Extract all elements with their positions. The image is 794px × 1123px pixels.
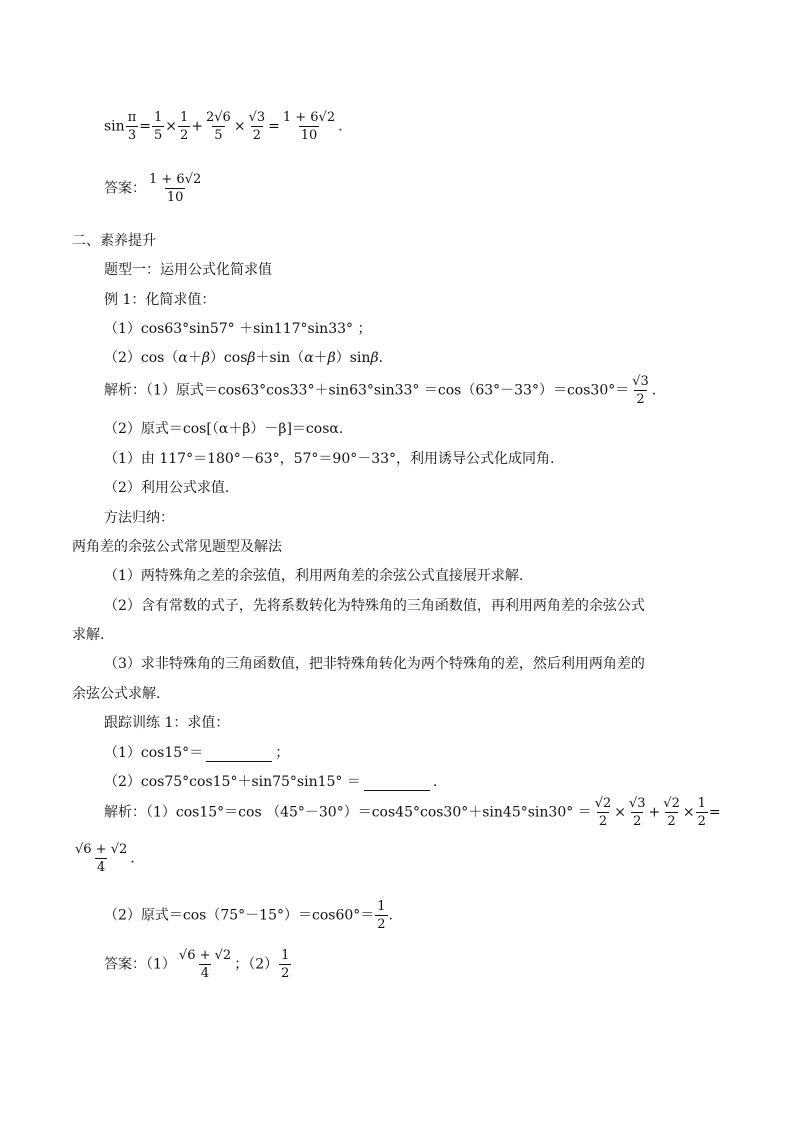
answer2-fraction-1: $\frac{√6 + √2}{4}$: [178, 948, 232, 981]
hint-line-1: （1）由 117°＝180°－63°，57°＝90°－33°，利用诱导公式化成同角.: [104, 451, 555, 467]
sin-text: sin: [104, 118, 125, 135]
frac-root2-2: $\frac{√2}{2}$: [594, 796, 612, 829]
method-item-3b: 余弦公式求解.: [72, 686, 161, 702]
solution-line-2: （2）原式＝cos[（α＋β）－β]＝cosα.: [104, 421, 344, 437]
example-question-1: （1）cos63°sin57° ＋sin117°sin33° ；: [104, 321, 372, 337]
answer2-fraction-2: $\frac{1}{2}$: [281, 948, 290, 981]
track-solution-line-2: （2）原式＝cos（75°－15°）＝cos60°＝ $\frac{1}{2}$ .: [104, 899, 393, 932]
type-heading: 题型一：运用公式化简求值: [104, 262, 272, 278]
method-item-1: （1）两特殊角之差的余弦值，利用两角差的余弦公式直接展开求解.: [104, 568, 524, 584]
track-question-1: （1）cos15°＝ ；: [104, 745, 290, 761]
method-item-2a: （2）含有常数的式子，先将系数转化为特殊角的三角函数值，再利用两角差的余弦公式: [104, 598, 645, 614]
method-title: 方法归纳：: [104, 510, 174, 526]
frac-1-2b: $\frac{1}{2}$: [697, 796, 706, 829]
method-heading: 两角差的余弦公式常见题型及解法: [72, 539, 282, 555]
frac-root3-over-2: $\frac{√3}{2}$: [632, 374, 649, 407]
frac-1-2c: $\frac{1}{2}$: [377, 899, 386, 932]
formula-line-top: sin $\frac{\pi}{3}$ = $\frac{1}{5}$ × $\frac{1}{2}$ + $\frac{2√6}{5}$ × $\frac{√3}{2}$ = $\frac{1 + 6√2}{10}$ .: [104, 110, 343, 143]
solution-line-1: 解析：（1）原式＝cos63°cos33°＋sin63°sin33° ＝cos（63°－33°）＝cos30°＝ $\frac{√3}{2}$ .: [104, 374, 657, 407]
frac-root3-2: $\frac{√3}{2}$: [248, 110, 266, 143]
track-solution-line-1: 解析：（1）cos15°＝cos （45°－30°）＝cos45°cos30°＋sin45°sin30° ＝ $\frac{√2}{2}$ × $\frac{√3}{2}$ + $\frac{√2}{2}$ × $\frac{1}{2}$ =: [104, 796, 721, 829]
frac-root2-2b: $\frac{√2}{2}$: [663, 796, 680, 829]
frac-root6-root2-4: $\frac{√6 + √2}{4}$: [75, 842, 128, 875]
answer-line-1: [104, 172, 204, 205]
section-heading: 二、素养提升: [72, 233, 156, 249]
frac-result: $\frac{1 + 6√2}{10}$: [282, 110, 336, 143]
answer-label: 答案：: [104, 180, 146, 197]
method-item-3a: （3）求非特殊角的三角函数值，把非特殊角转化为两个特殊角的差，然后利用两角差的: [104, 656, 645, 672]
track-question-2: （2）cos75°cos15°＋sin75°sin15° ＝ .: [104, 774, 438, 790]
frac-1-5: $\frac{1}{5}$: [153, 110, 163, 143]
hint-line-2: （2）利用公式求值.: [104, 480, 230, 496]
example-heading: 例 1：化简求值：: [104, 292, 216, 308]
track-solution-result: $\frac{√6 + √2}{4}$ .: [75, 842, 135, 875]
answer-line-2: 答案：（1） $\frac{√6 + √2}{4}$ ；（2） $\frac{1}{2}$: [104, 948, 290, 981]
answer-blank-2: [364, 776, 430, 791]
answer-blank-1: [206, 747, 272, 762]
track-title: 跟踪训练 1：求值：: [104, 715, 230, 731]
method-item-2b: 求解.: [72, 627, 105, 643]
frac-1-2: $\frac{1}{2}$: [179, 110, 189, 143]
frac-root3-2b: $\frac{√3}{2}$: [628, 796, 646, 829]
example-question-2: （2）cos（α＋β）cosβ＋sin（α＋β）sinβ.: [104, 350, 383, 366]
frac-pi-3: $\frac{\pi}{3}$: [127, 110, 137, 143]
frac-2root6-5: $\frac{2√6}{5}$: [206, 110, 231, 143]
answer-fraction: $\frac{1 + 6√2}{10}$: [149, 172, 202, 205]
